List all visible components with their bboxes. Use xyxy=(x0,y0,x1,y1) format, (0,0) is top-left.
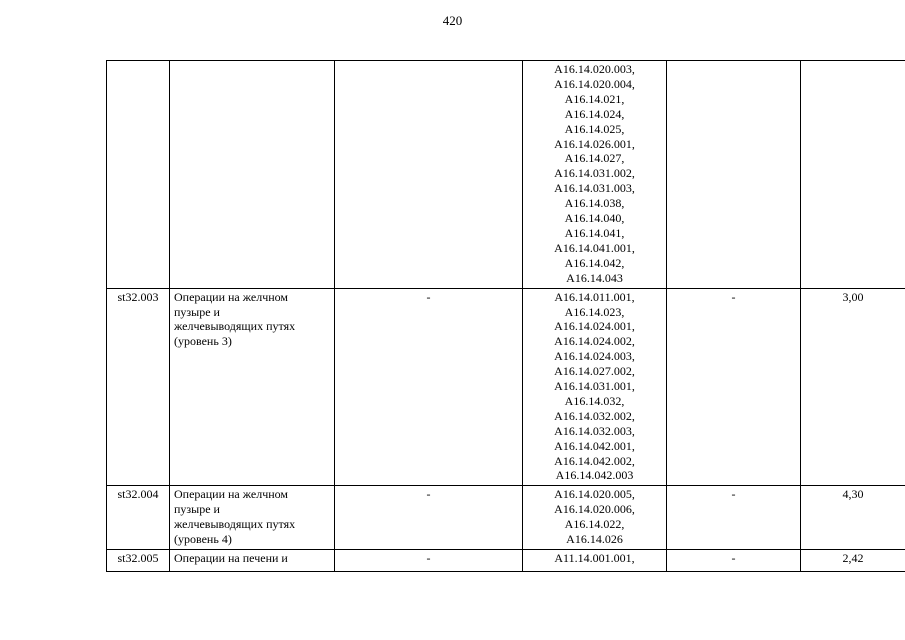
table-row xyxy=(107,61,905,289)
cell-line: A16.14.038, xyxy=(564,196,625,211)
row-code-cell xyxy=(107,61,170,289)
cell-line: A16.14.032.002, xyxy=(554,408,635,423)
cell-line: A16.14.025, xyxy=(564,121,625,136)
row-services-cell xyxy=(523,486,667,550)
row-coefficient-cell: 3,00 xyxy=(801,288,905,486)
row-services-cell xyxy=(523,288,667,486)
table-row xyxy=(107,550,905,572)
cell-line: Операции на желчном xyxy=(174,289,289,304)
cell-line: A11.14.001.001, xyxy=(554,551,635,565)
cell-line: A16.14.026.001, xyxy=(554,136,635,151)
cell-line: A16.14.020.004, xyxy=(554,76,635,91)
cell-line: желчевыводящих путях xyxy=(174,319,296,334)
cell-line: A16.14.032.003, xyxy=(554,423,635,438)
table-row xyxy=(107,288,905,486)
cell-line: A16.14.024, xyxy=(564,106,625,121)
cell-line: A16.14.027.002, xyxy=(554,364,635,379)
row-services-cell xyxy=(523,61,667,289)
cell-line: A16.14.026 xyxy=(566,532,623,547)
cell-line: A16.14.020.003, xyxy=(554,62,635,76)
row-name-cell xyxy=(170,486,335,550)
cell-line: A16.14.042.001, xyxy=(554,438,635,453)
cell-line: A16.14.020.006, xyxy=(554,502,635,517)
page-number: 420 xyxy=(442,13,463,28)
cell-line: A16.14.024.001, xyxy=(554,319,635,334)
cell-line: A16.14.022, xyxy=(564,517,625,532)
cell-line: желчевыводящих путях xyxy=(174,517,296,532)
cell-line: пузыре и xyxy=(174,304,220,319)
tariff-table xyxy=(106,60,905,572)
cell-line: A16.14.042.003 xyxy=(555,468,634,483)
row-code-cell: st32.003 xyxy=(107,288,170,486)
cell-line: (уровень 3) xyxy=(174,334,232,349)
row-coefficient-cell: 2,42 xyxy=(801,550,905,572)
cell-line: A16.14.023, xyxy=(564,304,625,319)
table-row xyxy=(107,486,905,550)
row-code-cell: st32.004 xyxy=(107,486,170,550)
row-services-cell xyxy=(523,550,667,572)
row-other-cell: - xyxy=(667,486,801,550)
cell-line: A16.14.024.003, xyxy=(554,349,635,364)
cell-line: A16.14.031.002, xyxy=(554,166,635,181)
row-name-cell xyxy=(170,288,335,486)
cell-line: A16.14.021, xyxy=(564,91,625,106)
row-other-cell: - xyxy=(667,288,801,486)
row-name-cell xyxy=(170,61,335,289)
row-other-cell xyxy=(667,61,801,289)
cell-line: A16.14.020.005, xyxy=(554,487,635,502)
cell-line: Операции на желчном xyxy=(174,487,289,502)
cell-line: A16.14.027, xyxy=(564,151,625,166)
row-code-cell: st32.005 xyxy=(107,550,170,572)
cell-line: A16.14.040, xyxy=(564,211,625,226)
row-coefficient-cell: 4,30 xyxy=(801,486,905,550)
cell-line: Операции на печени и xyxy=(174,551,288,565)
cell-line: A16.14.041, xyxy=(564,225,625,240)
cell-line: A16.14.032, xyxy=(564,393,625,408)
row-other-cell: - xyxy=(667,550,801,572)
cell-line: A16.14.043 xyxy=(566,270,623,285)
cell-line: A16.14.024.002, xyxy=(554,334,635,349)
row-name-cell xyxy=(170,550,335,572)
cell-line: A16.14.011.001, xyxy=(554,289,635,304)
row-diagnosis-cell: - xyxy=(335,486,523,550)
row-diagnosis-cell: - xyxy=(335,288,523,486)
row-coefficient-cell xyxy=(801,61,905,289)
cell-line: (уровень 4) xyxy=(174,532,232,547)
cell-line: A16.14.042.002, xyxy=(554,453,635,468)
cell-line: A16.14.031.003, xyxy=(554,181,635,196)
cell-line: пузыре и xyxy=(174,502,220,517)
row-diagnosis-cell: - xyxy=(335,550,523,572)
cell-line: A16.14.041.001, xyxy=(554,240,635,255)
cell-line: A16.14.042, xyxy=(564,255,625,270)
row-diagnosis-cell xyxy=(335,61,523,289)
cell-line: A16.14.031.001, xyxy=(554,379,635,394)
